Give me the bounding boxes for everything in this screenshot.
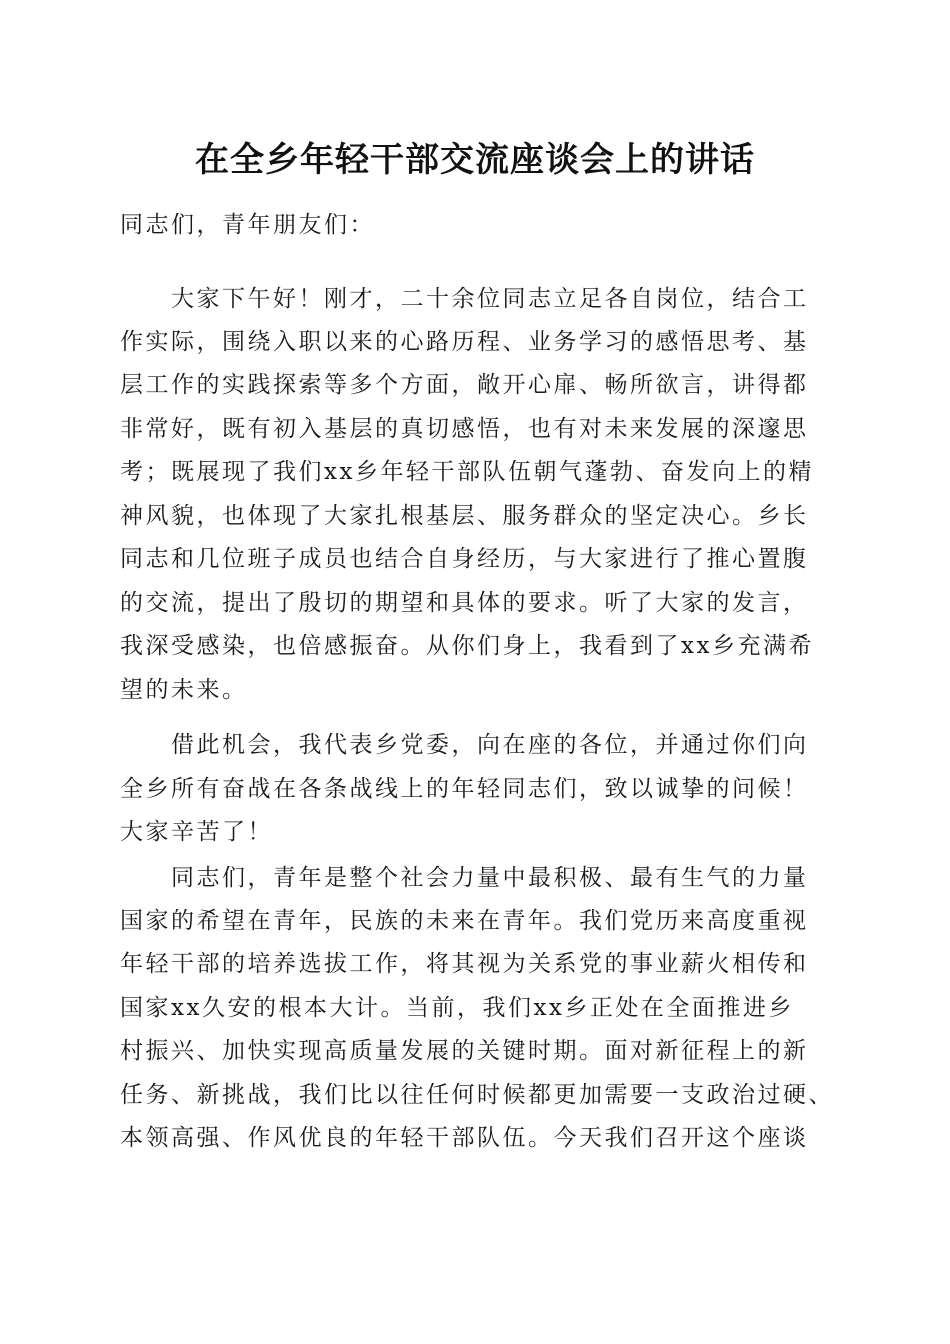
body-line: 我深受感染，也倍感振奋。从你们身上，我看到了xx乡充满希: [120, 633, 814, 659]
body-line: 考；既展现了我们xx乡年轻干部队伍朝气蓬勃、奋发向上的精: [120, 459, 814, 485]
body-line: 全乡所有奋战在各条战线上的年轻同志们，致以诚挚的问候！: [120, 776, 809, 802]
body-line: 作实际，围绕入职以来的心路历程、业务学习的感悟思考、基: [120, 329, 809, 355]
salutation-line: 同志们，青年朋友们：: [120, 212, 375, 238]
body-line: 年轻干部的培养选拔工作，将其视为关系党的事业薪火相传和: [120, 951, 809, 977]
body-line: 国家xx久安的根本大计。当前，我们xx乡正处在全面推进乡: [120, 995, 794, 1021]
body-line: 大家辛苦了！: [120, 819, 273, 845]
body-line: 大家下午好！刚才，二十余位同志立足各自岗位，结合工: [171, 286, 809, 312]
body-line: 村振兴、加快实现高质量发展的关键时期。面对新征程上的新: [120, 1038, 809, 1064]
body-line: 神风貌，也体现了大家扎根基层、服务群众的坚定决心。乡长: [120, 503, 809, 529]
body-line: 借此机会，我代表乡党委，向在座的各位，并通过你们向: [171, 732, 809, 758]
body-line: 的交流，提出了殷切的期望和具体的要求。听了大家的发言，: [120, 590, 809, 616]
body-line: 层工作的实践探索等多个方面，敞开心扉、畅所欲言，讲得都: [120, 372, 809, 398]
body-line: 同志们，青年是整个社会力量中最积极、最有生气的力量: [171, 865, 809, 891]
body-line: 望的未来。: [120, 677, 248, 703]
body-line: 本领高强、作风优良的年轻干部队伍。今天我们召开这个座谈: [120, 1125, 809, 1151]
body-line: 任务、新挑战，我们比以往任何时候都更加需要一支政治过硬、: [120, 1082, 834, 1108]
body-line: 国家的希望在青年，民族的未来在青年。我们党历来高度重视: [120, 908, 809, 934]
document-title: 在全乡年轻干部交流座谈会上的讲话: [195, 140, 755, 180]
body-line: 非常好，既有初入基层的真切感悟，也有对未来发展的深邃思: [120, 416, 809, 442]
body-line: 同志和几位班子成员也结合自身经历，与大家进行了推心置腹: [120, 546, 809, 572]
